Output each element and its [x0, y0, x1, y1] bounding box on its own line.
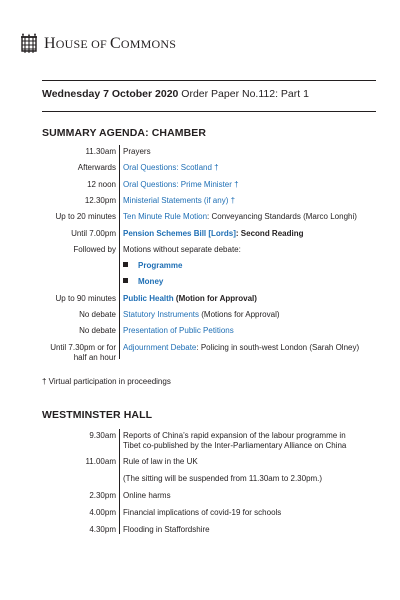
logo-text: HOUSE OF COMMONS [44, 35, 177, 52]
agenda-time: Until 7.30pm or for half an hour [50, 342, 116, 362]
agenda-item [123, 245, 363, 255]
agenda-text: Motions without separate debate: [123, 244, 241, 254]
agenda-item [123, 491, 363, 501]
agenda-divider-line [119, 429, 120, 534]
order-paper-title [42, 88, 309, 100]
agenda-item [123, 196, 363, 206]
agenda-time: Until 7.00pm [71, 228, 116, 238]
agenda-text: Online harms [123, 491, 171, 500]
agenda-item [123, 212, 363, 222]
agenda-item [123, 147, 363, 157]
footnote: † Virtual participation in proceedings [42, 377, 171, 386]
bottom-rule [42, 111, 376, 112]
paper-number: Order Paper No.112: Part 1 [178, 88, 309, 100]
agenda-time: Up to 90 minutes [55, 293, 116, 303]
agenda-time: 4.30pm [89, 525, 116, 534]
agenda-link[interactable]: Oral Questions: Prime Minister † [123, 179, 239, 189]
top-rule [42, 80, 376, 81]
agenda-text: : Conveyancing Standards (Marco Longhi) [207, 212, 357, 222]
agenda-time: Afterwards [77, 163, 116, 173]
agenda-link[interactable]: Adjournment Debate [123, 342, 197, 352]
agenda-time: 12 noon [87, 179, 116, 189]
agenda-item [123, 310, 363, 320]
agenda-time: Up to 20 minutes [55, 212, 116, 222]
portcullis-icon [20, 33, 38, 55]
agenda-item [123, 525, 363, 535]
agenda-link[interactable]: Money [138, 277, 164, 287]
house-of-commons-logo [20, 32, 176, 56]
chamber-section-title: SUMMARY AGENDA: CHAMBER [42, 127, 207, 139]
agenda-item [123, 474, 363, 484]
square-bullet-icon [123, 278, 128, 283]
agenda-item [123, 261, 363, 271]
agenda-text: Reports of China’s rapid expansion of the labour programme in Tibet co-published by the Inter-Parliamentary Alliance on China [123, 431, 347, 450]
agenda-item [123, 229, 363, 239]
agenda-item [123, 326, 363, 336]
agenda-item [123, 343, 363, 353]
square-bullet-icon [123, 262, 128, 267]
agenda-text: : Policing in south-west London (Sarah Olney) [196, 342, 360, 352]
agenda-item [123, 180, 363, 190]
agenda-item [123, 163, 363, 173]
agenda-item [123, 457, 363, 467]
agenda-time: 11.30am [85, 147, 116, 156]
agenda-text: Flooding in Staffordshire [123, 525, 210, 534]
agenda-link[interactable]: Statutory Instruments [123, 310, 200, 319]
agenda-text: (Motions for Approval) [199, 310, 280, 319]
agenda-item [123, 277, 363, 287]
agenda-link[interactable]: Pension Schemes Bill [Lords] [123, 228, 236, 238]
agenda-link[interactable]: Programme [138, 261, 183, 271]
agenda-item [123, 294, 363, 304]
paper-date: Wednesday 7 October 2020 [42, 88, 179, 100]
agenda-text: (The sitting will be suspended from 11.30am to 2.30pm.) [123, 474, 323, 483]
agenda-link[interactable]: Public Health [123, 293, 174, 303]
westminster-hall-section-title: WESTMINSTER HALL [42, 409, 153, 421]
agenda-text: Prayers [123, 147, 151, 156]
agenda-item [123, 508, 363, 518]
agenda-time: 11.00am [85, 457, 116, 466]
agenda-text: Rule of law in the UK [123, 457, 198, 466]
agenda-divider-line [119, 145, 120, 359]
agenda-text: Financial implications of covid-19 for schools [123, 508, 282, 517]
agenda-text: (Motion for Approval) [173, 293, 257, 303]
agenda-time: 9.30am [89, 431, 116, 440]
agenda-time: 12.30pm [84, 195, 116, 205]
agenda-time: 4.00pm [89, 508, 116, 517]
agenda-text: : Second Reading [235, 228, 304, 238]
agenda-item [123, 431, 363, 451]
agenda-link[interactable]: Oral Questions: Scotland † [123, 163, 219, 173]
agenda-time: 2.30pm [89, 491, 116, 500]
agenda-time: No debate [79, 310, 116, 319]
agenda-link[interactable]: Presentation of Public Petitions [123, 326, 234, 336]
agenda-link[interactable]: Ten Minute Rule Motion [123, 212, 208, 222]
agenda-link[interactable]: Ministerial Statements (if any) † [123, 195, 236, 205]
agenda-time: Followed by [73, 244, 116, 254]
agenda-time: No debate [79, 326, 116, 336]
